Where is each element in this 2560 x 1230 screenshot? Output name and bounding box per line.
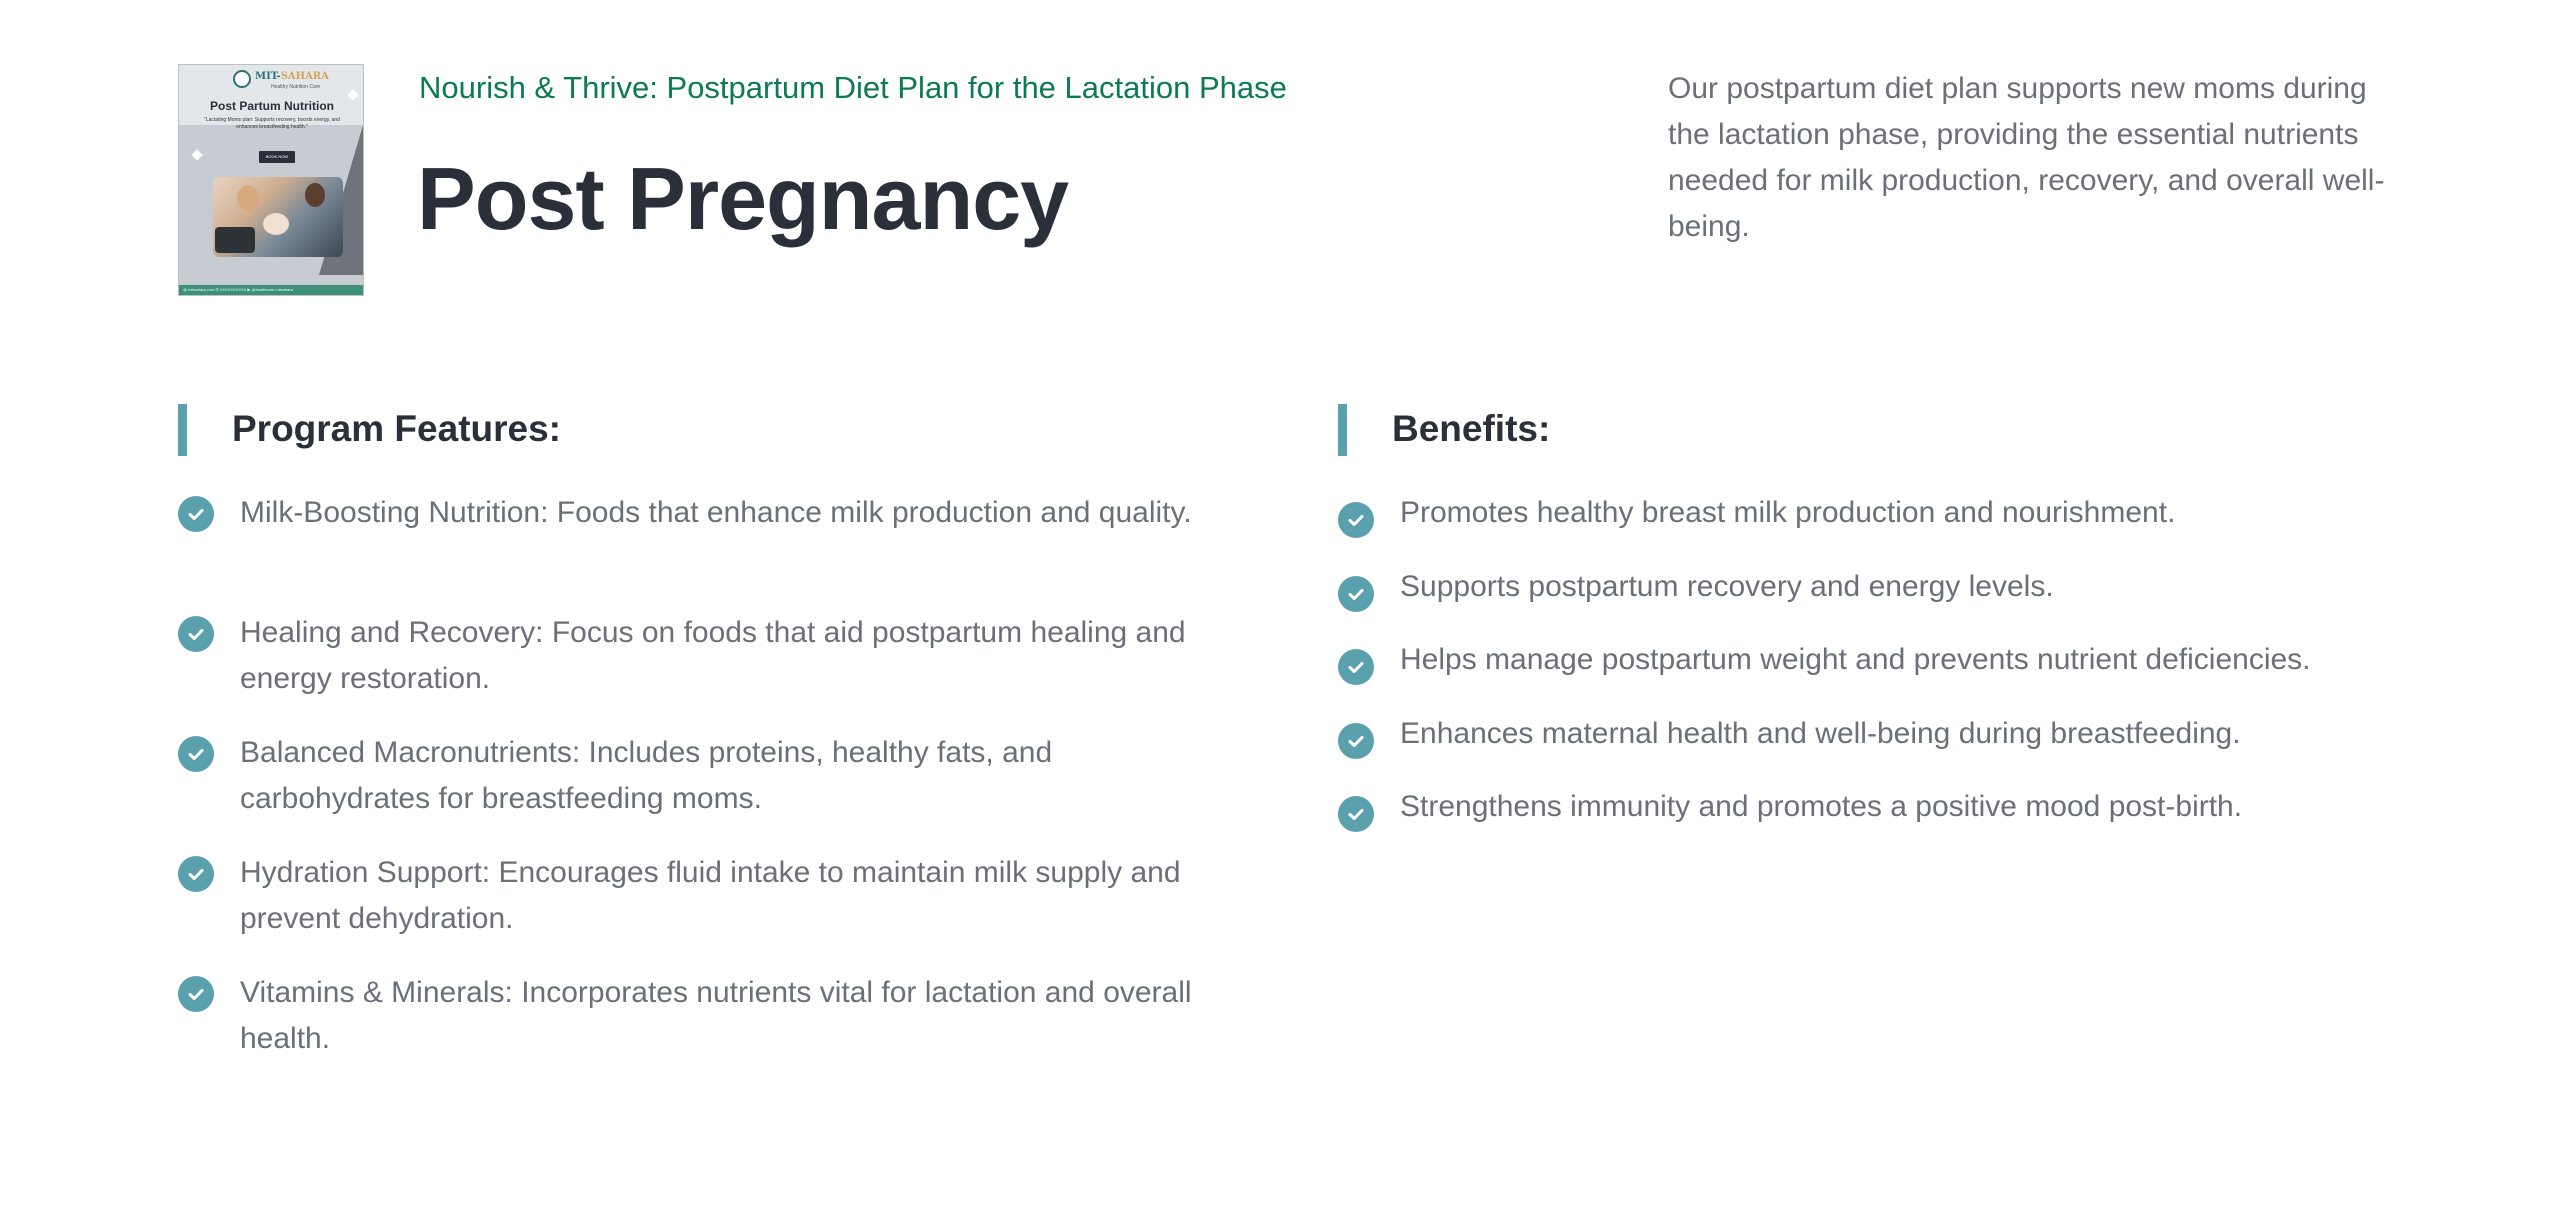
check-circle-icon xyxy=(1338,649,1374,685)
page-header xyxy=(178,64,2398,300)
section-heading xyxy=(1338,404,2398,456)
list-item xyxy=(178,730,1238,850)
section-accent-bar xyxy=(1338,404,1347,456)
benefit-text: Supports postpartum recovery and energy levels. xyxy=(1400,569,2054,603)
benefit-text: Enhances maternal health and well-being during breastfeeding. xyxy=(1400,716,2241,750)
poster-title: Post Partum Nutrition xyxy=(209,99,334,113)
mother-baby-photo xyxy=(213,177,343,257)
list-item xyxy=(1338,490,2398,564)
list-item xyxy=(178,490,1238,610)
photo-figure xyxy=(215,227,255,253)
check-circle-icon xyxy=(178,976,214,1012)
section-title: Benefits: xyxy=(1392,408,1551,449)
section-title: Program Features: xyxy=(232,408,561,449)
feature-text: Healing and Recovery: Focus on foods that aid postpartum healing and energy restoration. xyxy=(240,616,1186,695)
check-circle-icon xyxy=(1338,502,1374,538)
page-title: Post Pregnancy xyxy=(417,149,1069,248)
poster-brand-subtitle: Healthy Nutrition Care xyxy=(271,84,321,90)
list-item xyxy=(178,970,1238,1090)
list-item xyxy=(1338,784,2398,858)
brand-logo-icon xyxy=(233,70,251,88)
poster-contact-footer: @ mitsahara.com ✆ 9XXXXXXXXX ▶ @healthcare.mitsahara xyxy=(179,285,364,295)
benefit-text: Strengthens immunity and promotes a positive mood post-birth. xyxy=(1400,790,2243,823)
benefits-list xyxy=(1338,490,2398,858)
page-intro: Our postpartum diet plan supports new moms during the lactation phase, providing the essential nutrients needed for milk production, recovery, and overall well-being. xyxy=(1668,72,2385,243)
poster-brand-logo: MIT-SAHARA xyxy=(255,71,329,82)
check-circle-icon xyxy=(1338,796,1374,832)
check-circle-icon xyxy=(1338,723,1374,759)
check-circle-icon xyxy=(1338,576,1374,612)
poster-book-button: BOOK NOW xyxy=(259,151,295,163)
page-tagline: Nourish & Thrive: Postpartum Diet Plan for the Lactation Phase xyxy=(419,70,1287,105)
photo-figure xyxy=(237,185,259,211)
list-item xyxy=(178,610,1238,730)
list-item xyxy=(1338,711,2398,785)
benefits-section xyxy=(1338,404,2398,823)
list-item xyxy=(1338,637,2398,711)
list-item xyxy=(178,850,1238,970)
section-accent-bar xyxy=(178,404,187,456)
section-heading xyxy=(178,404,1238,456)
check-circle-icon xyxy=(178,736,214,772)
check-circle-icon xyxy=(178,616,214,652)
features-list xyxy=(178,490,1238,1090)
list-item xyxy=(1338,564,2398,638)
feature-text: Milk-Boosting Nutrition: Foods that enhance milk production and quality. xyxy=(240,496,1192,529)
feature-text: Vitamins & Minerals: Incorporates nutrients vital for lactation and overall health. xyxy=(240,976,1192,1055)
feature-text: Balanced Macronutrients: Includes proteins, healthy fats, and carbohydrates for breastfeeding moms. xyxy=(240,736,1053,815)
benefit-text: Promotes healthy breast milk production and nourishment. xyxy=(1400,496,2176,529)
sparkle-icon xyxy=(191,149,202,160)
program-features-section xyxy=(178,404,1238,1055)
poster-description: "Lactating Moms plan: Supports recovery, boosts energy, and enhances breastfeeding health." xyxy=(204,117,340,130)
photo-figure xyxy=(305,183,325,207)
benefit-text: Helps manage postpartum weight and prevents nutrient deficiencies. xyxy=(1400,643,2311,676)
program-poster-image[interactable] xyxy=(178,64,364,296)
check-circle-icon xyxy=(178,496,214,532)
feature-text: Hydration Support: Encourages fluid intake to maintain milk supply and prevent dehydration. xyxy=(240,856,1181,935)
check-circle-icon xyxy=(178,856,214,892)
photo-figure xyxy=(263,213,289,235)
